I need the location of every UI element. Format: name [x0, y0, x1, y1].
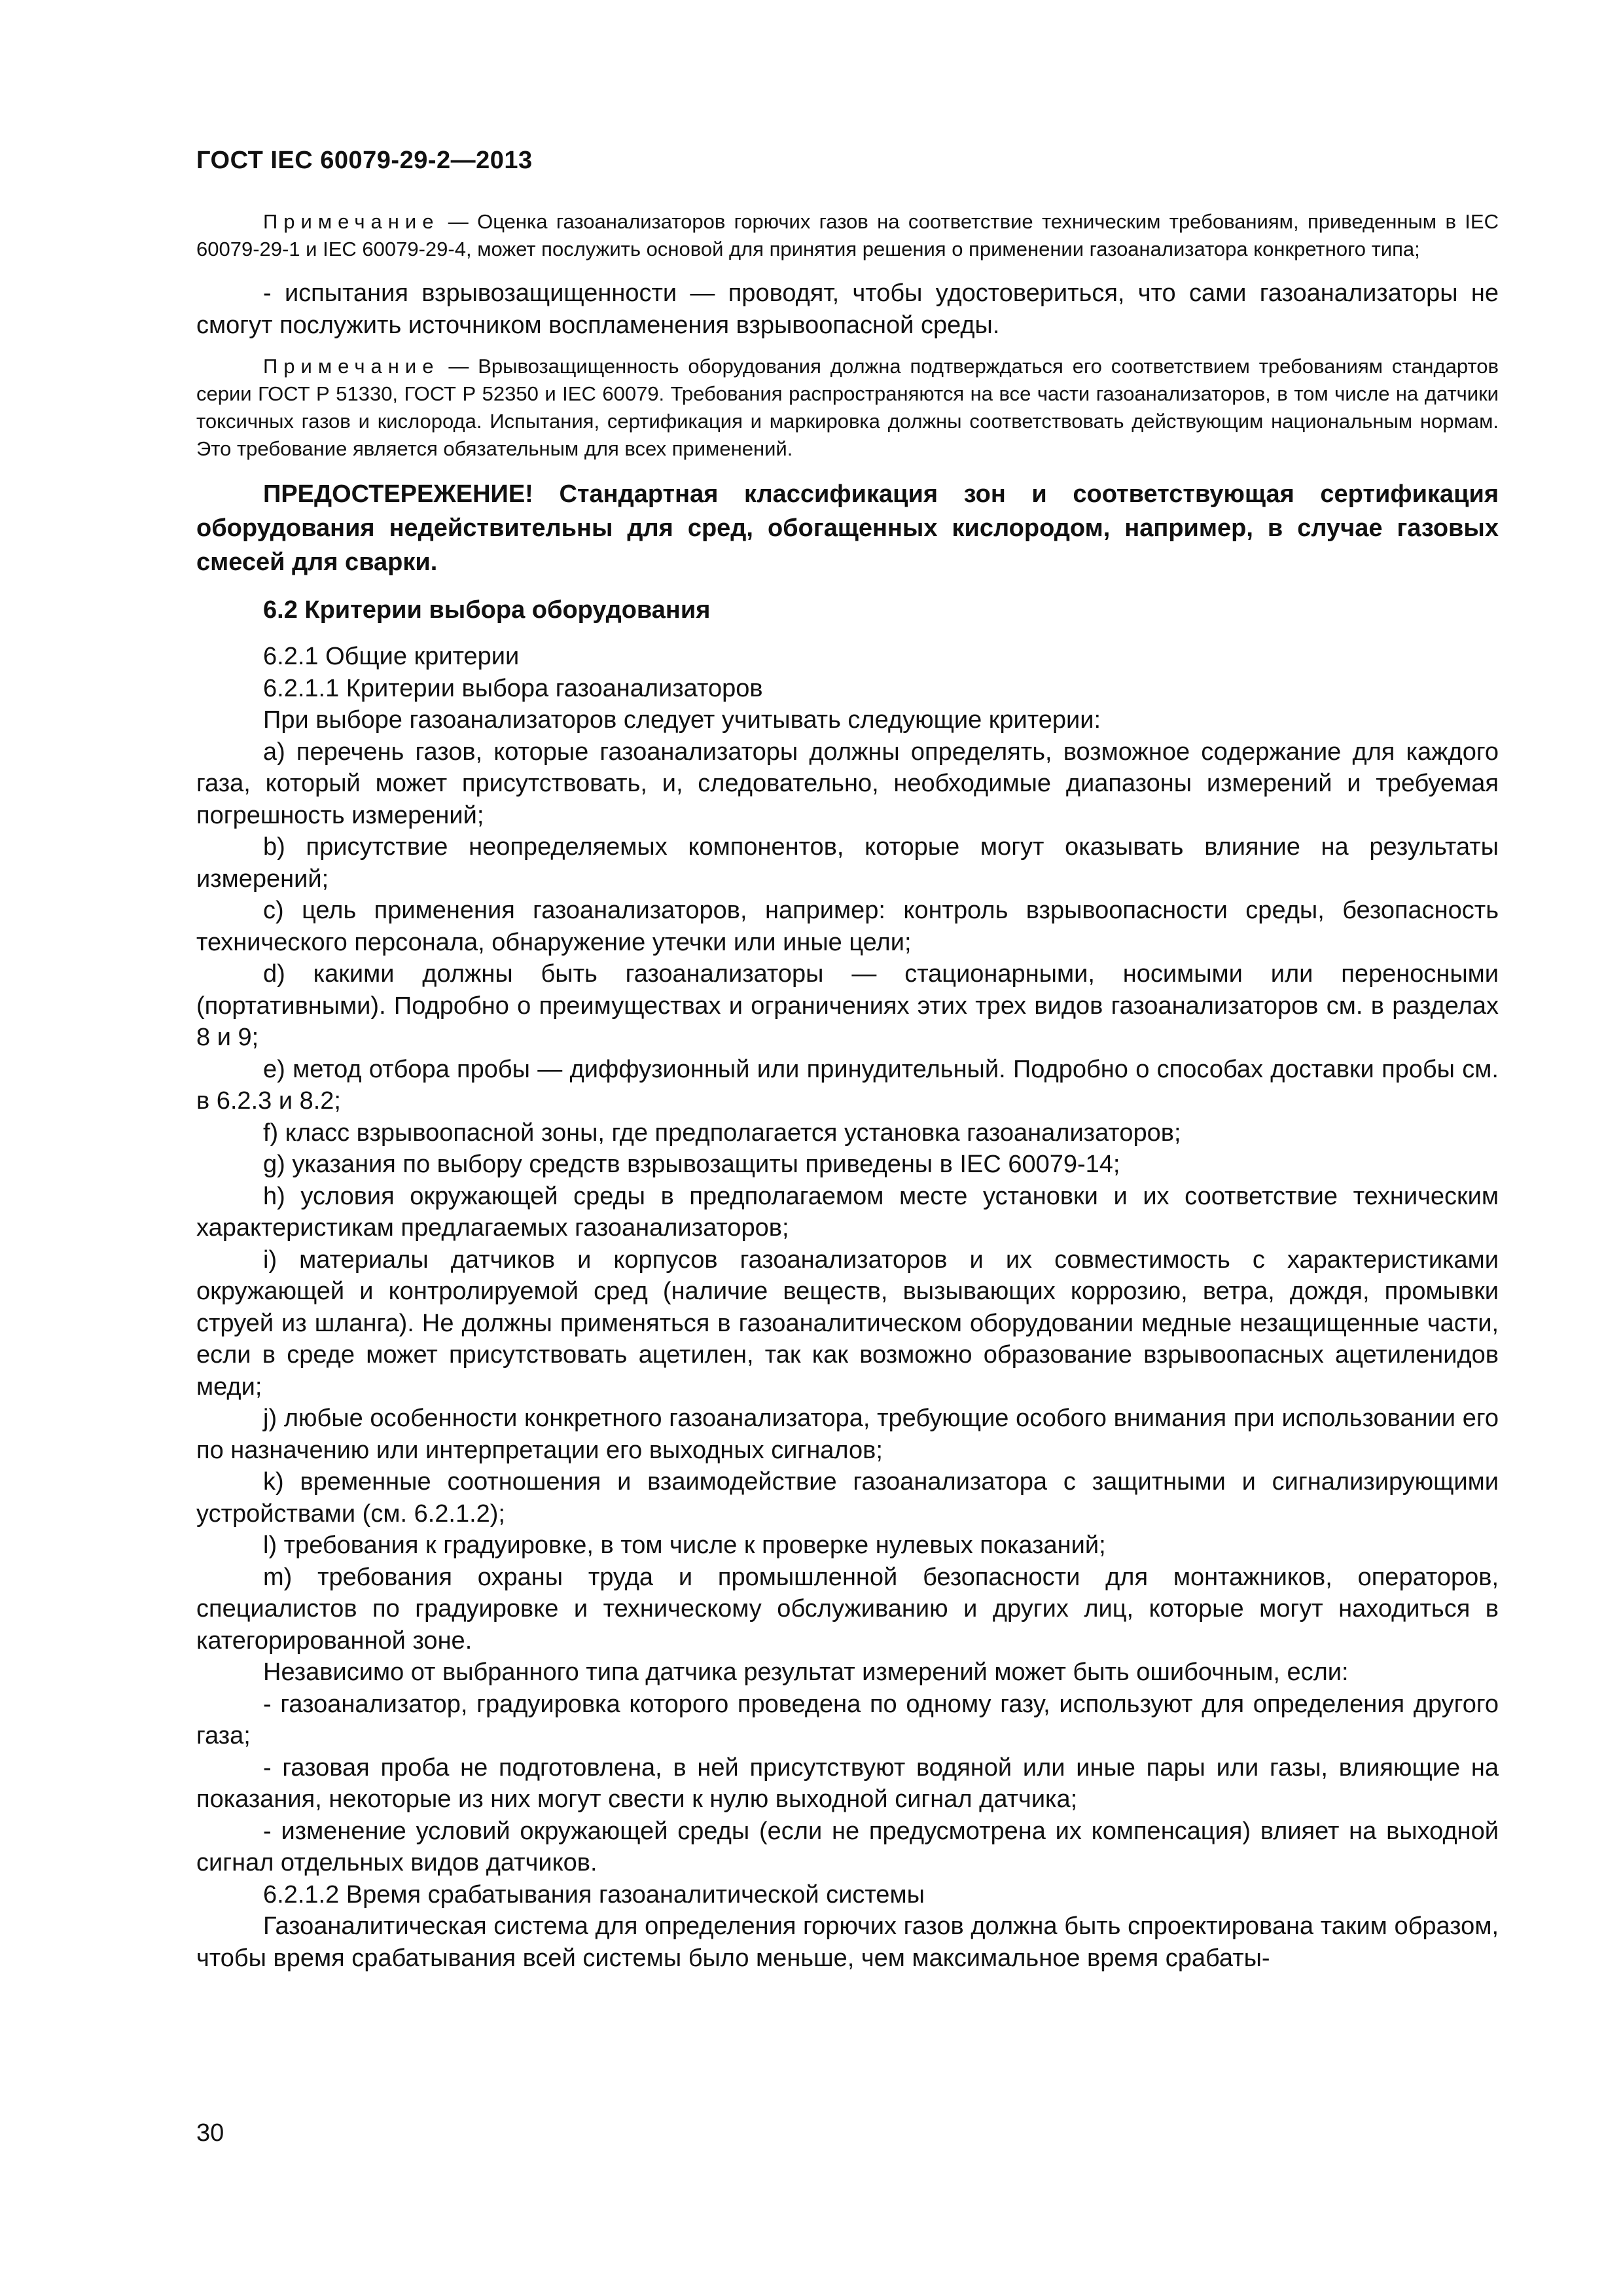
criteria-item-h: h) условия окружающей среды в предполагаемом месте установки и их соответствие техническим характеристикам предлагаемых газоанализаторов; [196, 1182, 1499, 1242]
criteria-item-i: i) материалы датчиков и корпусов газоанализаторов и их совместимость с характеристиками окружающей и контролируемой сред (наличие веществ, вызывающих коррозию, ветра, дождя, промывки струей из шланга). Не должны применяться в газоаналитическом оборудовании медные незащищенные части, если в среде может присутствовать ацетилен, так как возможно образование взрывоопасных ацетиленидов меди; [196, 1246, 1499, 1401]
page-number: 30 [196, 2119, 224, 2147]
paragraph-explosion-tests: - испытания взрывозащищенности — проводят, чтобы удостовериться, что сами газоанализаторы не смогут послужить источником воспламенения взрывоопасной среды. [196, 279, 1499, 339]
error-condition-item: - изменение условий окружающей среды (если не предусмотрена их компенсация) влияет на выходной сигнал отдельных видов датчиков. [196, 1817, 1499, 1876]
criteria-intro: При выборе газоанализаторов следует учитывать следующие критерии: [263, 706, 1101, 734]
note-1 [196, 208, 1499, 263]
criteria-item-a: a) перечень газов, которые газоанализаторы должны определять, возможное содержание для каждого газа, который может присутствовать, и, следовательно, необходимые диапазоны измерений и требуемая погрешность измерений; [196, 738, 1499, 829]
criteria-item-m: m) требования охраны труда и промышленной безопасности для монтажников, операторов, специалистов по градуировке и техническому обслуживанию и других лиц, которые могут находиться в категорированной зоне. [196, 1563, 1499, 1655]
page-content [196, 208, 1499, 1974]
subsection-6-2-1: 6.2.1 Общие критерии [263, 643, 520, 670]
note-text: — Врывозащищенность оборудования должна подтверждаться его соответствием требованиям стандартов серии ГОСТ Р 51330, ГОСТ Р 52350 и IEC 60079. Требования распространяются на все части газоанализаторов, в том числе на датчики токсичных газов и кислорода. Испытания, сертификация и маркировка должны соответствовать действующим национальным нормам. Это требование является обязательным для всех применений. [196, 355, 1499, 460]
standard-header: ГОСТ IEC 60079-29-2—2013 [196, 147, 533, 174]
criteria-item-l: l) требования к градуировке, в том числе к проверке нулевых показаний; [263, 1532, 1106, 1559]
criteria-item-e: e) метод отбора пробы — диффузионный или принудительный. Подробно о способах доставки пробы см. в 6.2.3 и 8.2; [196, 1055, 1499, 1115]
subsection-6-2-1-2: 6.2.1.2 Время срабатывания газоаналитической системы [263, 1880, 925, 1909]
note-text: — Оценка газоанализаторов горючих газов на соответствие техническим требованиям, приведенным в IEC 60079-29-1 и IEC 60079-29-4, может послужить основой для принятия решения о применении газоанализатора конкретного типа; [196, 210, 1499, 260]
criteria-item-b: b) присутствие неопределяемых компонентов, которые могут оказывать влияние на результаты измерений; [196, 833, 1499, 893]
note-label: Примечание [263, 210, 440, 233]
response-time-paragraph: Газоаналитическая система для определения горючих газов должна быть спроектирована таким образом, чтобы время срабатывания всей системы было меньше, чем максимальное время срабаты- [196, 1912, 1499, 1972]
note-2 [196, 353, 1499, 463]
subsection-6-2-1-1: 6.2.1.1 Критерии выбора газоанализаторов [263, 674, 763, 702]
criteria-item-k: k) временные соотношения и взаимодействие газоанализатора с защитными и сигнализирующими устройствами (см. 6.2.1.2); [196, 1468, 1499, 1528]
criteria-item-c: c) цель применения газоанализаторов, например: контроль взрывоопасности среды, безопасность технического персонала, обнаружение утечки или иные цели; [196, 897, 1499, 956]
section-heading-6-2: 6.2 Критерии выбора оборудования [263, 596, 711, 624]
note-label: Примечание [263, 355, 440, 378]
criteria-item-g: g) указания по выбору средств взрывозащиты приведены в IEC 60079-14; [263, 1151, 1120, 1178]
criteria-item-j: j) любые особенности конкретного газоанализатора, требующие особого внимания при использовании его по назначению или интерпретации его выходных сигналов; [196, 1405, 1499, 1464]
error-condition-item: - газовая проба не подготовлена, в ней присутствуют водяной или иные пары или газы, влияющие на показания, некоторые из них могут свести к нулю выходной сигнал датчика; [196, 1753, 1499, 1813]
warning-paragraph: ПРЕДОСТЕРЕЖЕНИЕ! Стандартная классификация зон и соответствующая сертификация оборудования недействительны для сред, обогащенных кислородом, например, в случае газовых смесей для сварки. [196, 480, 1499, 576]
criteria-item-f: f) класс взрывоопасной зоны, где предполагается установка газоанализаторов; [263, 1119, 1181, 1147]
error-condition-item: - газоанализатор, градуировка которого проведена по одному газу, используют для определения другого газа; [196, 1690, 1499, 1749]
criteria-item-d: d) какими должны быть газоанализаторы — стационарными, носимыми или переносными (портативными). Подробно о преимуществах и ограничениях этих трех видов газоанализаторов см. в разделах 8 и 9; [196, 960, 1499, 1051]
error-conditions-intro: Независимо от выбранного типа датчика результат измерений может быть ошибочным, если: [263, 1659, 1349, 1686]
